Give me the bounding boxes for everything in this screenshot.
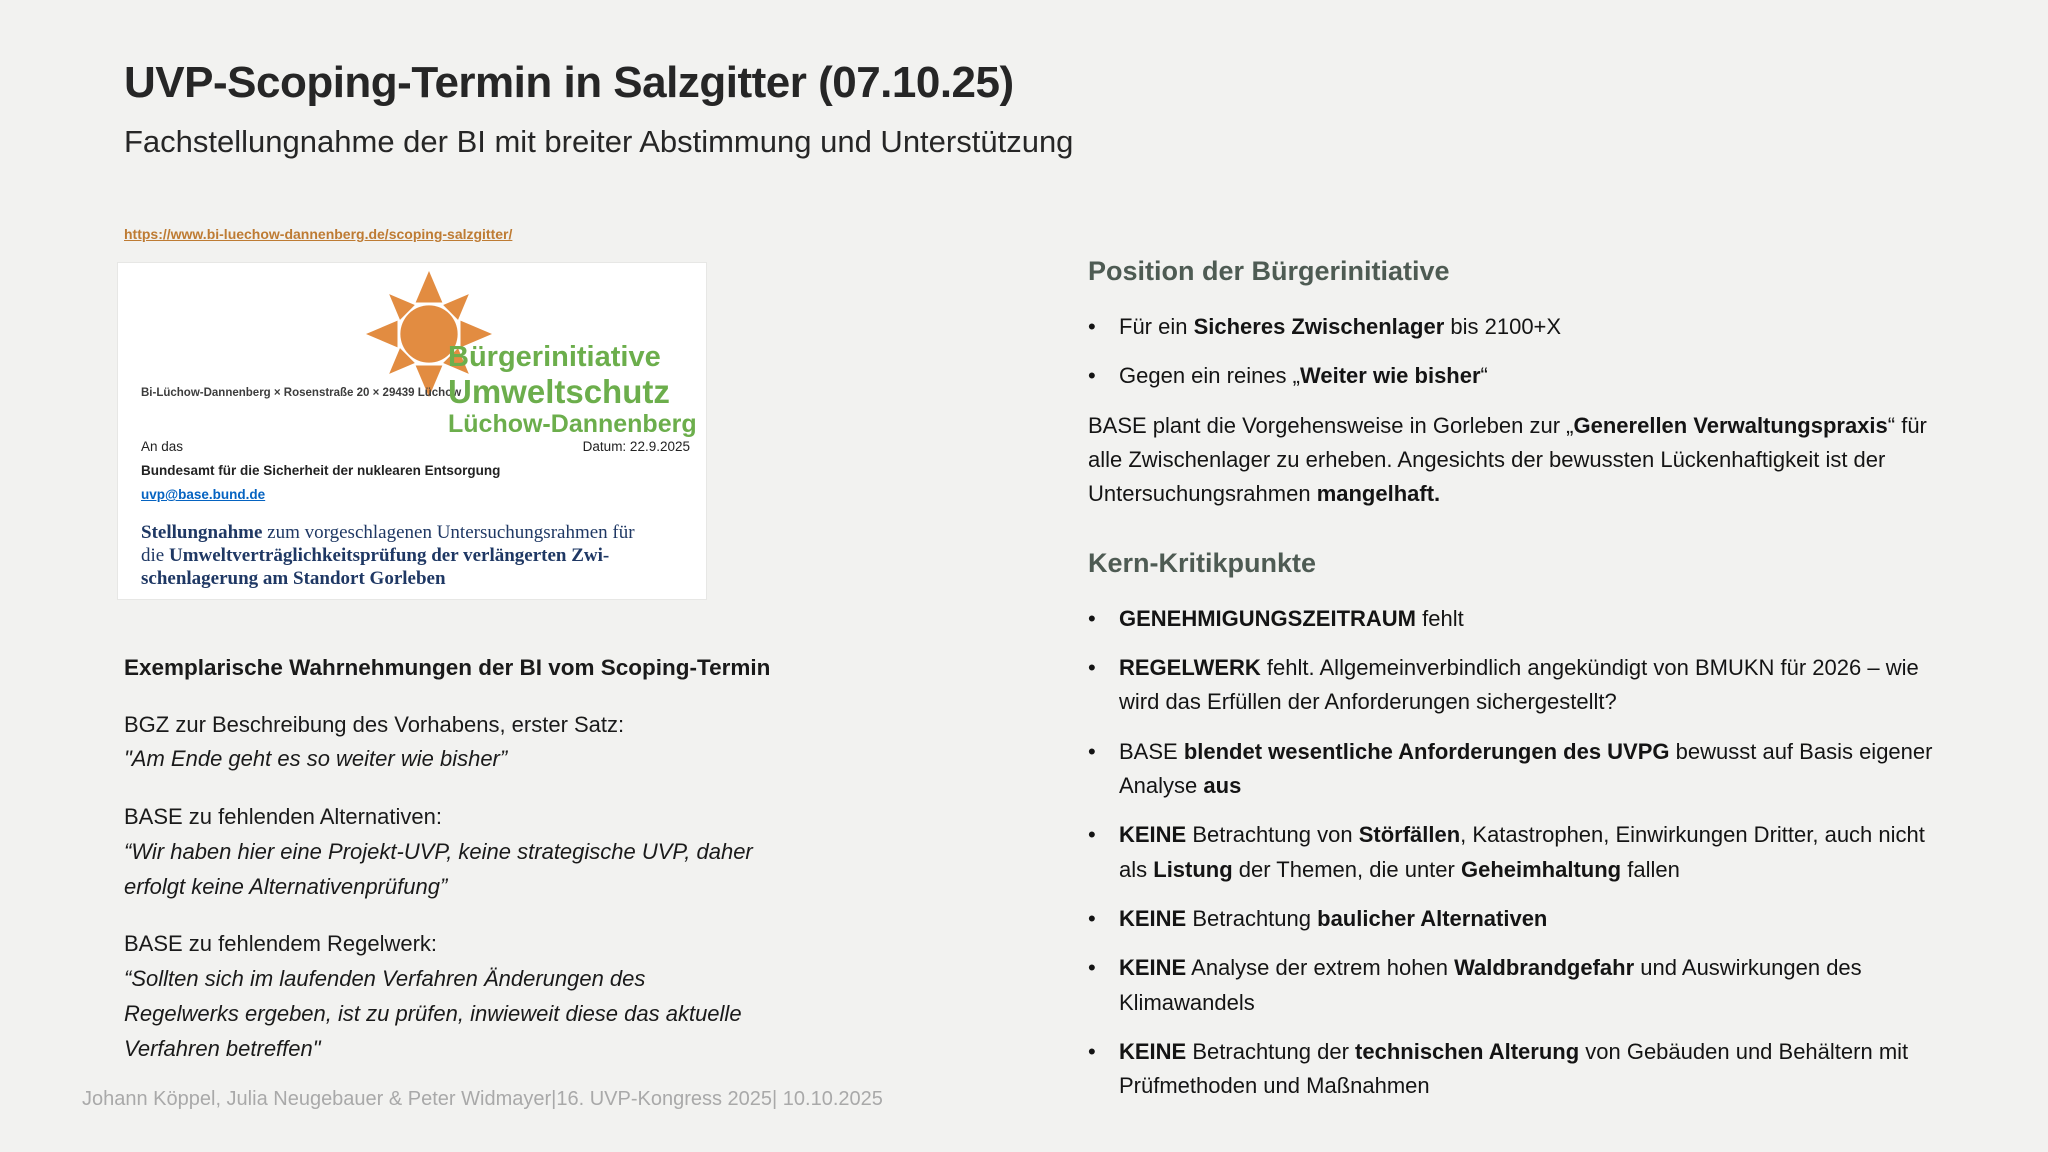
quote-line: "Am Ende geht es so weiter wie bisher” bbox=[124, 746, 508, 772]
bullet-marker: • bbox=[1088, 605, 1096, 631]
bullet-marker: • bbox=[1088, 363, 1096, 389]
left-column-heading: Exemplarische Wahrnehmungen der BI vom Scoping-Termin bbox=[124, 655, 771, 680]
bullet-item bbox=[1088, 1035, 1943, 1104]
bullet-text: BASE blendet wesentliche Anforderungen des UVPG bewusst auf Basis eigener Analyse aus bbox=[1119, 738, 1933, 799]
position-bullet-list bbox=[1088, 310, 1943, 394]
quote-block bbox=[124, 708, 954, 778]
bullet-item bbox=[1088, 359, 1943, 393]
bullet-marker: • bbox=[1088, 1038, 1096, 1064]
left-column bbox=[124, 650, 954, 1089]
bullet-item bbox=[1088, 951, 1943, 1020]
quote-line: “Sollten sich im laufenden Verfahren Änderungen des bbox=[124, 966, 646, 992]
bullet-item bbox=[1088, 902, 1943, 936]
bullet-marker: • bbox=[1088, 655, 1096, 681]
logo-org-name bbox=[448, 343, 697, 437]
quote-label: BGZ zur Beschreibung des Vorhabens, erster Satz: bbox=[124, 711, 625, 737]
letter-subject-line: Stellungnahme zum vorgeschlagenen Untersuchungsrahmen für bbox=[141, 522, 635, 543]
bullet-text: Gegen ein reines „Weiter wie bisher“ bbox=[1119, 363, 1488, 389]
quote-label: BASE zu fehlenden Alternativen: bbox=[124, 804, 442, 830]
letter-recipient-intro: An das bbox=[141, 439, 184, 454]
quote-block bbox=[124, 927, 954, 1066]
letter-image bbox=[117, 262, 707, 600]
position-paragraph: BASE plant die Vorgehensweise in Gorleben zur „Generellen Verwaltungspraxis“ für alle Zwischenlager zu erheben. Angesichts der bewussten Lückenhaftigkeit ist der Untersuchungsrahmen mangelhaft. bbox=[1088, 412, 1927, 507]
letter-recipient: Bundesamt für die Sicherheit der nuklearen Entsorgung bbox=[141, 463, 501, 478]
quote-line: erfolgt keine Alternativenprüfung” bbox=[124, 873, 448, 899]
bullet-text: KEINE Betrachtung von Störfällen, Katastrophen, Einwirkungen Dritter, auch nicht als Listung der Themen, die unter Geheimhaltung fallen bbox=[1119, 822, 1925, 882]
position-section bbox=[1088, 250, 1943, 512]
quote-list bbox=[124, 708, 954, 1067]
bullet-marker: • bbox=[1088, 955, 1096, 981]
letter-sender-line: Bi-Lüchow-Dannenberg × Rosenstraße 20 × 29439 Lüchow bbox=[141, 387, 462, 399]
bullet-text: GENEHMIGUNGSZEITRAUM fehlt bbox=[1119, 605, 1464, 631]
page-title: UVP-Scoping-Termin in Salzgitter (07.10.25) bbox=[124, 58, 1014, 107]
bullet-text: KEINE Betrachtung baulicher Alternativen bbox=[1119, 905, 1548, 931]
quote-line: Regelwerks ergeben, ist zu prüfen, inwieweit diese das aktuelle bbox=[124, 1000, 742, 1026]
bullet-text: REGELWERK fehlt. Allgemeinverbindlich angekündigt von BMUKN für 2026 – wie wird das Erfüllen der Anforderungen sichergestellt? bbox=[1119, 655, 1919, 715]
critique-bullet-list bbox=[1088, 602, 1943, 1104]
position-heading: Position der Bürgerinitiative bbox=[1088, 256, 1450, 286]
logo-line-1: Bürgerinitiative bbox=[448, 341, 661, 373]
bullet-text: Für ein Sicheres Zwischenlager bis 2100+X bbox=[1119, 314, 1562, 340]
scoping-salzgitter-link[interactable]: https://www.bi-luechow-dannenberg.de/scoping-salzgitter/ bbox=[124, 226, 513, 242]
bullet-item bbox=[1088, 818, 1943, 887]
quote-label: BASE zu fehlendem Regelwerk: bbox=[124, 931, 438, 957]
bullet-text: KEINE Analyse der extrem hohen Waldbrandgefahr und Auswirkungen des Klimawandels bbox=[1119, 955, 1862, 1015]
bullet-item bbox=[1088, 602, 1943, 636]
email-link[interactable]: uvp@base.bund.de bbox=[141, 487, 266, 502]
letter-subject-line: die Umweltverträglichkeitsprüfung der verlängerten Zwi- bbox=[141, 545, 610, 567]
letter-subject-line: schenlagerung am Standort Gorleben bbox=[141, 568, 446, 590]
bullet-item bbox=[1088, 310, 1943, 344]
right-column bbox=[1088, 250, 1943, 1119]
critique-heading: Kern-Kritikpunkte bbox=[1088, 547, 1317, 578]
page-subtitle: Fachstellungnahme der BI mit breiter Abstimmung und Unterstützung bbox=[124, 124, 1074, 159]
bullet-marker: • bbox=[1088, 822, 1096, 848]
letter-subject bbox=[141, 521, 689, 591]
bullet-marker: • bbox=[1088, 905, 1096, 931]
footer-credits: Johann Köppel, Julia Neugebauer & Peter Widmayer|16. UVP-Kongress 2025| 10.10.2025 bbox=[82, 1088, 883, 1110]
letter-date: Datum: 22.9.2025 bbox=[582, 439, 690, 454]
logo-line-2: Umweltschutz bbox=[448, 373, 670, 410]
bullet-marker: • bbox=[1088, 314, 1096, 340]
critique-section bbox=[1088, 542, 1943, 1104]
bullet-item bbox=[1088, 735, 1943, 804]
bullet-text: KEINE Betrachtung der technischen Alterung von Gebäuden und Behältern mit Prüfmethoden und Maßnahmen bbox=[1119, 1038, 1909, 1099]
quote-line: Verfahren betreffen" bbox=[124, 1035, 321, 1061]
quote-block bbox=[124, 800, 954, 904]
logo-line-3: Lüchow-Dannenberg bbox=[448, 410, 697, 438]
bullet-item bbox=[1088, 651, 1943, 720]
quote-line: “Wir haben hier eine Projekt-UVP, keine strategische UVP, daher bbox=[124, 838, 753, 864]
bullet-marker: • bbox=[1088, 738, 1096, 764]
